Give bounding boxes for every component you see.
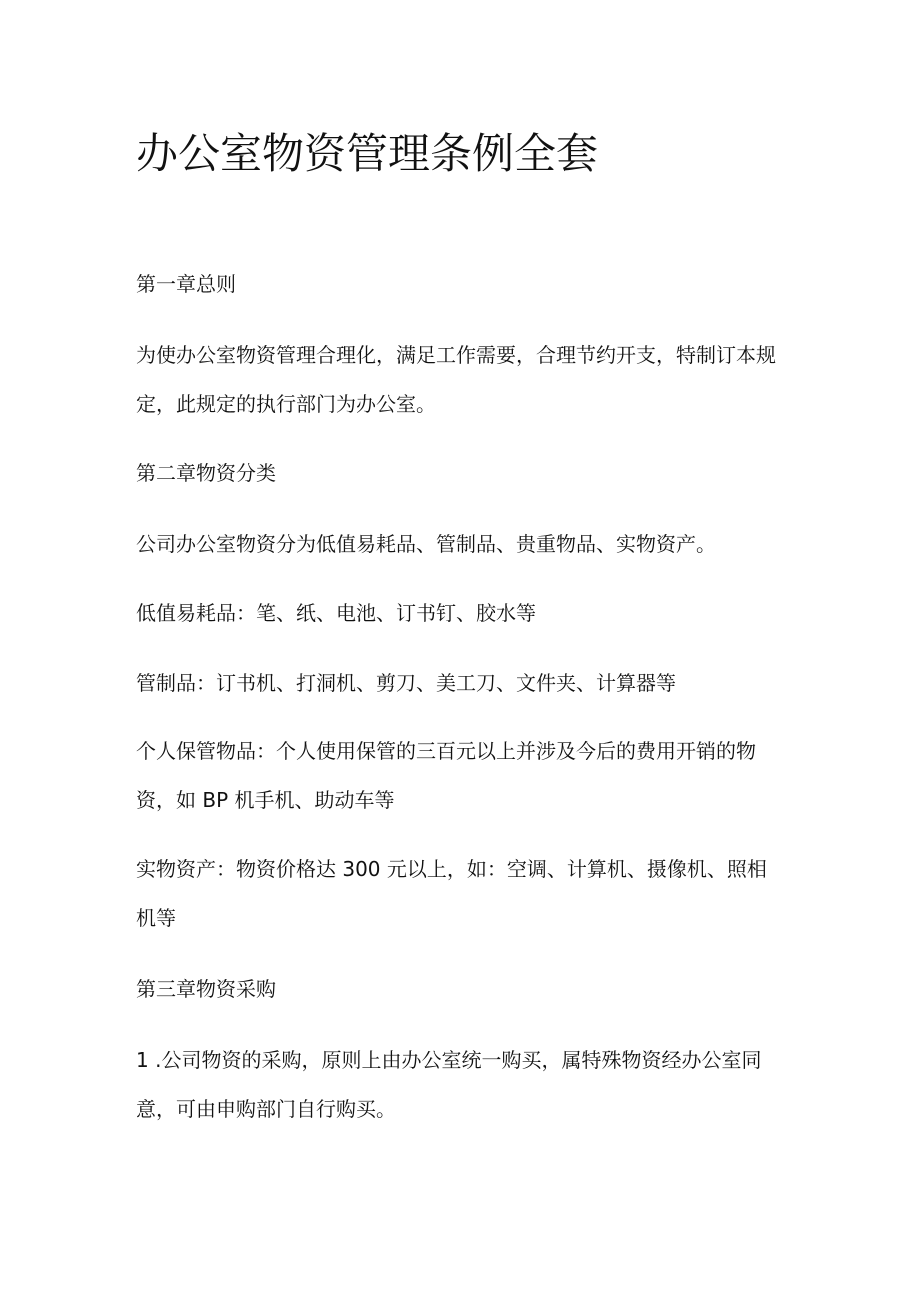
paragraph-physical-assets: 实物资产：物资价格达 300 元以上，如：空调、计算机、摄像机、照相机等: [136, 857, 767, 930]
paragraph-procurement-1: 1 .公司物资的采购，原则上由办公室统一购买，属特殊物资经办公室同意，可由申购部门自行购买。: [136, 1048, 762, 1121]
paragraph-consumables: 低值易耗品：笔、纸、电池、订书钉、胶水等: [136, 601, 536, 625]
paragraph-purpose: 为使办公室物资管理合理化，满足工作需要，合理节约开支，特制订本规定，此规定的执行部门为办公室。: [136, 343, 776, 416]
chapter-3-heading: 第三章物资采购: [136, 977, 276, 1001]
paragraph-controlled-items: 管制品：订书机、打洞机、剪刀、美工刀、文件夹、计算器等: [136, 671, 676, 695]
chapter-1-heading: 第一章总则: [136, 272, 236, 296]
chapter-2-heading: 第二章物资分类: [136, 461, 276, 485]
paragraph-personal-items: 个人保管物品：个人使用保管的三百元以上并涉及今后的费用开销的物资，如 BP 机手机、助动车等: [136, 739, 756, 812]
document-title: 办公室物资管理条例全套: [136, 129, 599, 178]
paragraph-categories: 公司办公室物资分为低值易耗品、管制品、贵重物品、实物资产。: [136, 532, 716, 556]
